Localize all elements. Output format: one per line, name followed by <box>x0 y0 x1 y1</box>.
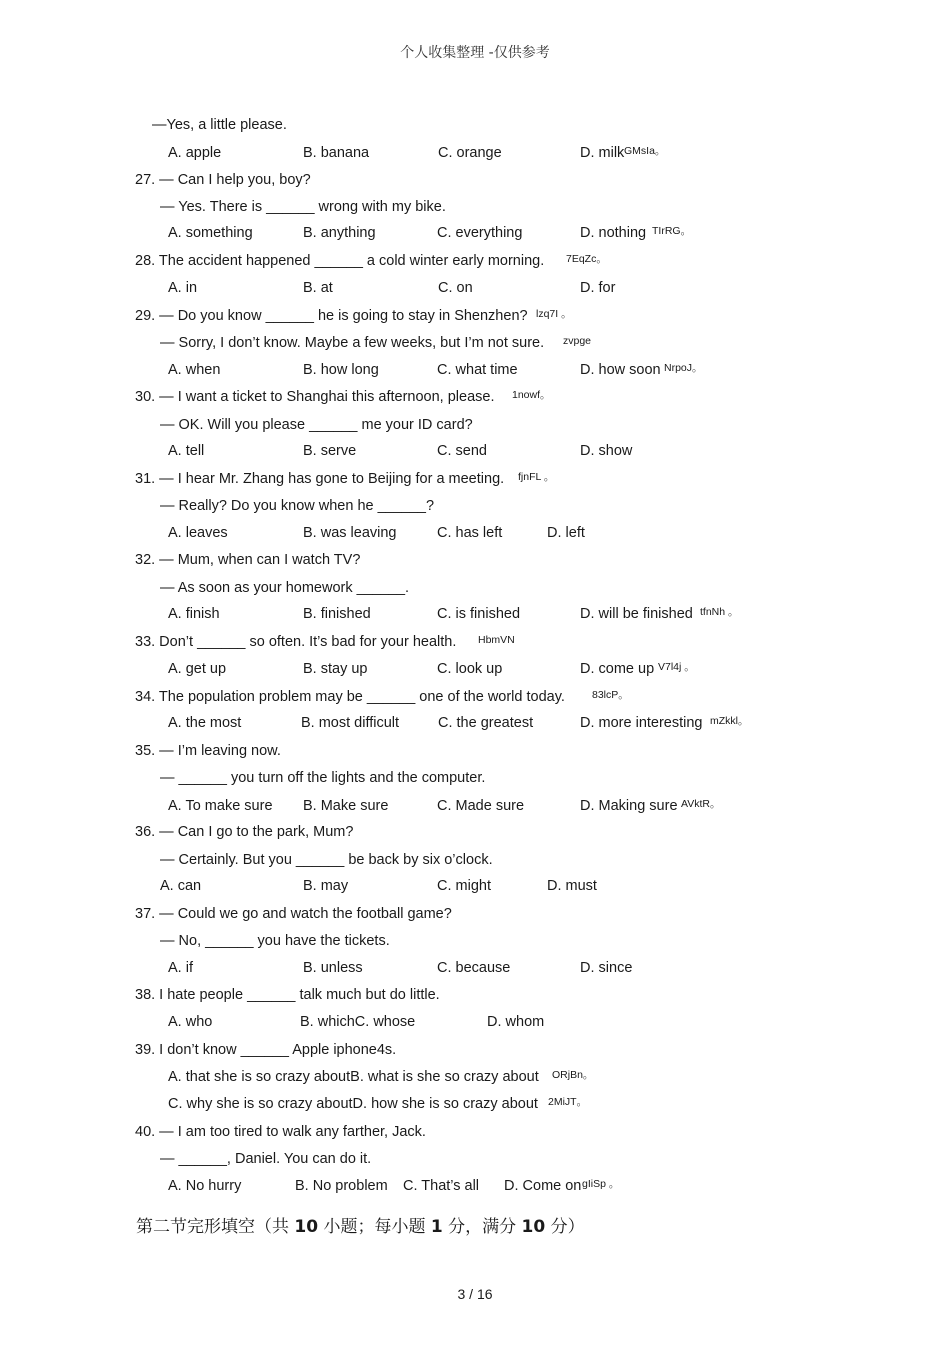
answer-option: C. That’s all <box>403 1178 480 1194</box>
question-text: 27. — Can I help you, boy? <box>135 172 311 188</box>
answer-option: B. Make sure <box>303 798 389 814</box>
answer-option: A. leaves <box>168 525 228 541</box>
answer-option: A. To make sure <box>168 798 273 814</box>
stray-marker-text: 7EqZc。 <box>566 253 607 265</box>
stray-marker-text: 1nowf。 <box>512 389 551 401</box>
answer-option: B. at <box>303 280 333 296</box>
question-text: 38. I hate people ______ talk much but do little. <box>135 987 440 1003</box>
question-text: — Sorry, I don’t know. Maybe a few weeks, but I’m not sure. <box>160 335 545 351</box>
answer-option: C. because <box>437 960 511 976</box>
answer-option: C. the greatest <box>438 715 534 731</box>
answer-option: B. No problem <box>295 1178 388 1194</box>
answer-option: A. the most <box>168 715 242 731</box>
question-text: — Certainly. But you ______ be back by six o’clock. <box>160 852 493 868</box>
answer-option: D. Come on <box>504 1178 582 1194</box>
question-text: — As soon as your homework ______. <box>160 580 410 596</box>
stray-marker-text: tfnNh 。 <box>700 606 739 618</box>
answer-option: B. was leaving <box>303 525 397 541</box>
answer-option: B. whichC. whose <box>300 1014 416 1030</box>
section-heading: 第二节完形填空（共 10 小题；每小题 1 分，满分 10 分） <box>136 1217 585 1237</box>
page-number: 3 / 16 <box>457 1286 493 1302</box>
question-text: 36. — Can I go to the park, Mum? <box>135 824 354 840</box>
stray-marker-text: 83lcP。 <box>592 689 629 701</box>
question-text: 37. — Could we go and watch the football game? <box>135 906 452 922</box>
answer-option: B. stay up <box>303 661 368 677</box>
page-header: 个人收集整理 -仅供参考 <box>400 45 550 61</box>
answer-option: C. everything <box>437 225 523 241</box>
answer-option: C. orange <box>438 145 502 161</box>
question-text: — Really? Do you know when he ______? <box>160 498 435 514</box>
answer-option: C. send <box>437 443 487 459</box>
answer-option: A. in <box>168 280 198 296</box>
stray-marker-text: zvpge <box>563 335 592 347</box>
stray-marker-text: lzq7I 。 <box>536 308 572 320</box>
stray-marker-text: mZkkl。 <box>710 715 749 727</box>
question-text: 35. — I’m leaving now. <box>135 743 281 759</box>
question-text: 40. — I am too tired to walk any farther, Jack. <box>135 1124 426 1140</box>
question-text: —Yes, a little please. <box>152 117 287 133</box>
answer-option: B. may <box>303 878 349 894</box>
question-text: 39. I don’t know ______ Apple iphone4s. <box>135 1042 397 1058</box>
answer-option: A. No hurry <box>168 1178 242 1194</box>
answer-option: C. has left <box>437 525 503 541</box>
answer-option: A. get up <box>168 661 227 677</box>
answer-option: D. Making sure <box>580 798 678 814</box>
question-text: — Yes. There is ______ wrong with my bike. <box>160 199 446 215</box>
answer-option: B. unless <box>303 960 363 976</box>
stray-marker-text: gIiSp 。 <box>582 1178 620 1190</box>
stray-marker-text: V7l4j 。 <box>658 661 695 673</box>
answer-option: A. something <box>168 225 253 241</box>
stray-marker-text: ORjBn。 <box>552 1069 594 1081</box>
stray-marker-text: 2MiJT。 <box>548 1096 588 1108</box>
answer-option: C. Made sure <box>437 798 525 814</box>
answer-option: D. will be finished <box>580 606 693 622</box>
stray-marker-text: fjnFL 。 <box>518 471 555 483</box>
answer-option: D. whom <box>487 1014 545 1030</box>
question-text: 32. — Mum, when can I watch TV? <box>135 552 361 568</box>
answer-option: C. might <box>437 878 491 894</box>
answer-option: D. milk <box>580 145 625 161</box>
answer-option: A. finish <box>168 606 220 622</box>
question-text: — ______ you turn off the lights and the computer. <box>160 770 486 786</box>
question-text: — No, ______ you have the tickets. <box>160 933 390 949</box>
answer-option: A. if <box>168 960 193 976</box>
question-text: — OK. Will you please ______ me your ID card? <box>160 417 473 433</box>
answer-option: B. banana <box>303 145 370 161</box>
answer-option: D. come up <box>580 661 655 677</box>
answer-option: A. can <box>160 878 202 894</box>
answer-option: D. how soon <box>580 362 661 378</box>
answer-option: D. nothing <box>580 225 647 241</box>
answer-option: B. most difficult <box>301 715 400 731</box>
question-text: 30. — I want a ticket to Shanghai this afternoon, please. <box>135 389 495 405</box>
question-text: 31. — I hear Mr. Zhang has gone to Beijing for a meeting. <box>135 471 505 487</box>
answer-option: D. more interesting <box>580 715 703 731</box>
question-text: — ______, Daniel. You can do it. <box>160 1151 372 1167</box>
question-text: 34. The population problem may be ______ one of the world today. <box>135 689 565 705</box>
stray-marker-text: NrpoJ。 <box>664 362 703 374</box>
answer-option: B. anything <box>303 225 376 241</box>
answer-option: D. since <box>580 960 633 976</box>
answer-option: C. on <box>438 280 473 296</box>
answer-option: D. for <box>580 280 616 296</box>
answer-option: B. serve <box>303 443 357 459</box>
answer-option: C. is finished <box>437 606 521 622</box>
answer-option: A. when <box>168 362 221 378</box>
stray-marker-text: GMsIa。 <box>624 145 666 157</box>
question-text: 33. Don’t ______ so often. It’s bad for your health. <box>135 634 457 650</box>
answer-option: C. look up <box>437 661 503 677</box>
stray-marker-text: TIrRG。 <box>652 225 692 237</box>
answer-option: A. tell <box>168 443 205 459</box>
answer-option: B. finished <box>303 606 371 622</box>
stray-marker-text: AVktR。 <box>681 798 721 810</box>
question-text: 29. — Do you know ______ he is going to stay in Shenzhen? <box>135 308 528 324</box>
answer-option: C. why she is so crazy aboutD. how she is so crazy about <box>168 1096 538 1112</box>
question-text: 28. The accident happened ______ a cold winter early morning. <box>135 253 545 269</box>
answer-option: A. who <box>168 1014 213 1030</box>
answer-option: C. what time <box>437 362 518 378</box>
answer-option: A. apple <box>168 145 222 161</box>
stray-marker-text: HbmVN <box>478 634 515 646</box>
answer-option: A. that she is so crazy aboutB. what is she so crazy about <box>168 1069 539 1085</box>
answer-option: B. how long <box>303 362 379 378</box>
answer-option: D. left <box>547 525 585 541</box>
answer-option: D. show <box>580 443 633 459</box>
answer-option: D. must <box>547 878 597 894</box>
